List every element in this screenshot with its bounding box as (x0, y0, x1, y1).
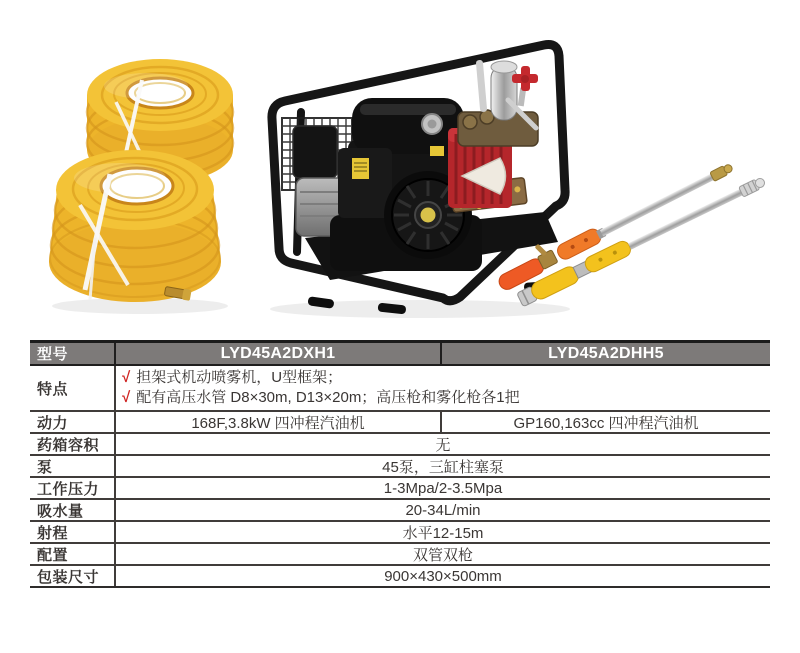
hose-coils-photo (49, 59, 233, 302)
spec-row-working-pressure (30, 478, 770, 500)
spec-row-power (30, 412, 770, 434)
model-label: 型号 (30, 343, 116, 364)
row-value: 双管双枪 (412, 546, 473, 564)
row-value: 1-3Mpa/2-3.5Mpa (383, 479, 503, 497)
red-check-icon: √ (122, 369, 131, 386)
spec-row-features (30, 366, 770, 412)
model-name-right: LYD45A2DHH5 (548, 344, 664, 362)
row-label: 包装尺寸 (30, 566, 116, 586)
air-filter (293, 126, 337, 178)
red-check-icon: √ (122, 389, 131, 406)
row-value: 水平12-15m (402, 524, 484, 542)
row-value: 无 (435, 436, 451, 454)
spec-row-configuration (30, 544, 770, 566)
row-label: 射程 (30, 522, 116, 542)
spec-row-pump (30, 456, 770, 478)
warning-label (352, 158, 369, 179)
feature-line (122, 388, 770, 408)
row-value-left: 168F,3.8kW 四冲程汽油机 (116, 412, 442, 432)
spec-header-row (30, 343, 770, 366)
feature-text: 担架式机动喷雾机，U型框架； (136, 369, 343, 386)
hose-coil-lower (49, 150, 221, 302)
row-label: 工作压力 (30, 478, 116, 498)
features-label: 特点 (30, 366, 116, 410)
feature-text: 配有高压水管 D8×30m, D13×20m；高压枪和雾化枪各1把 (136, 389, 520, 406)
spec-table (30, 340, 770, 588)
spec-row-packing-size (30, 566, 770, 586)
row-value: 20-34L/min (405, 501, 481, 519)
row-value: 900×430×500mm (384, 567, 502, 585)
feature-line (122, 368, 770, 388)
spec-row-suction (30, 500, 770, 522)
features-cell (116, 366, 770, 410)
row-value: 45泵，三缸柱塞泵 (382, 458, 504, 476)
row-label: 药箱容积 (30, 434, 116, 454)
row-label: 动力 (30, 412, 116, 432)
model-name-left: LYD45A2DXH1 (116, 343, 442, 364)
row-value-right: GP160,163cc 四冲程汽油机 (513, 414, 699, 432)
row-label: 吸水量 (30, 500, 116, 520)
spec-row-range (30, 522, 770, 544)
warning-label-small (430, 146, 444, 156)
row-label: 泵 (30, 456, 116, 476)
row-label: 配置 (30, 544, 116, 564)
spec-row-tank-capacity (30, 434, 770, 456)
